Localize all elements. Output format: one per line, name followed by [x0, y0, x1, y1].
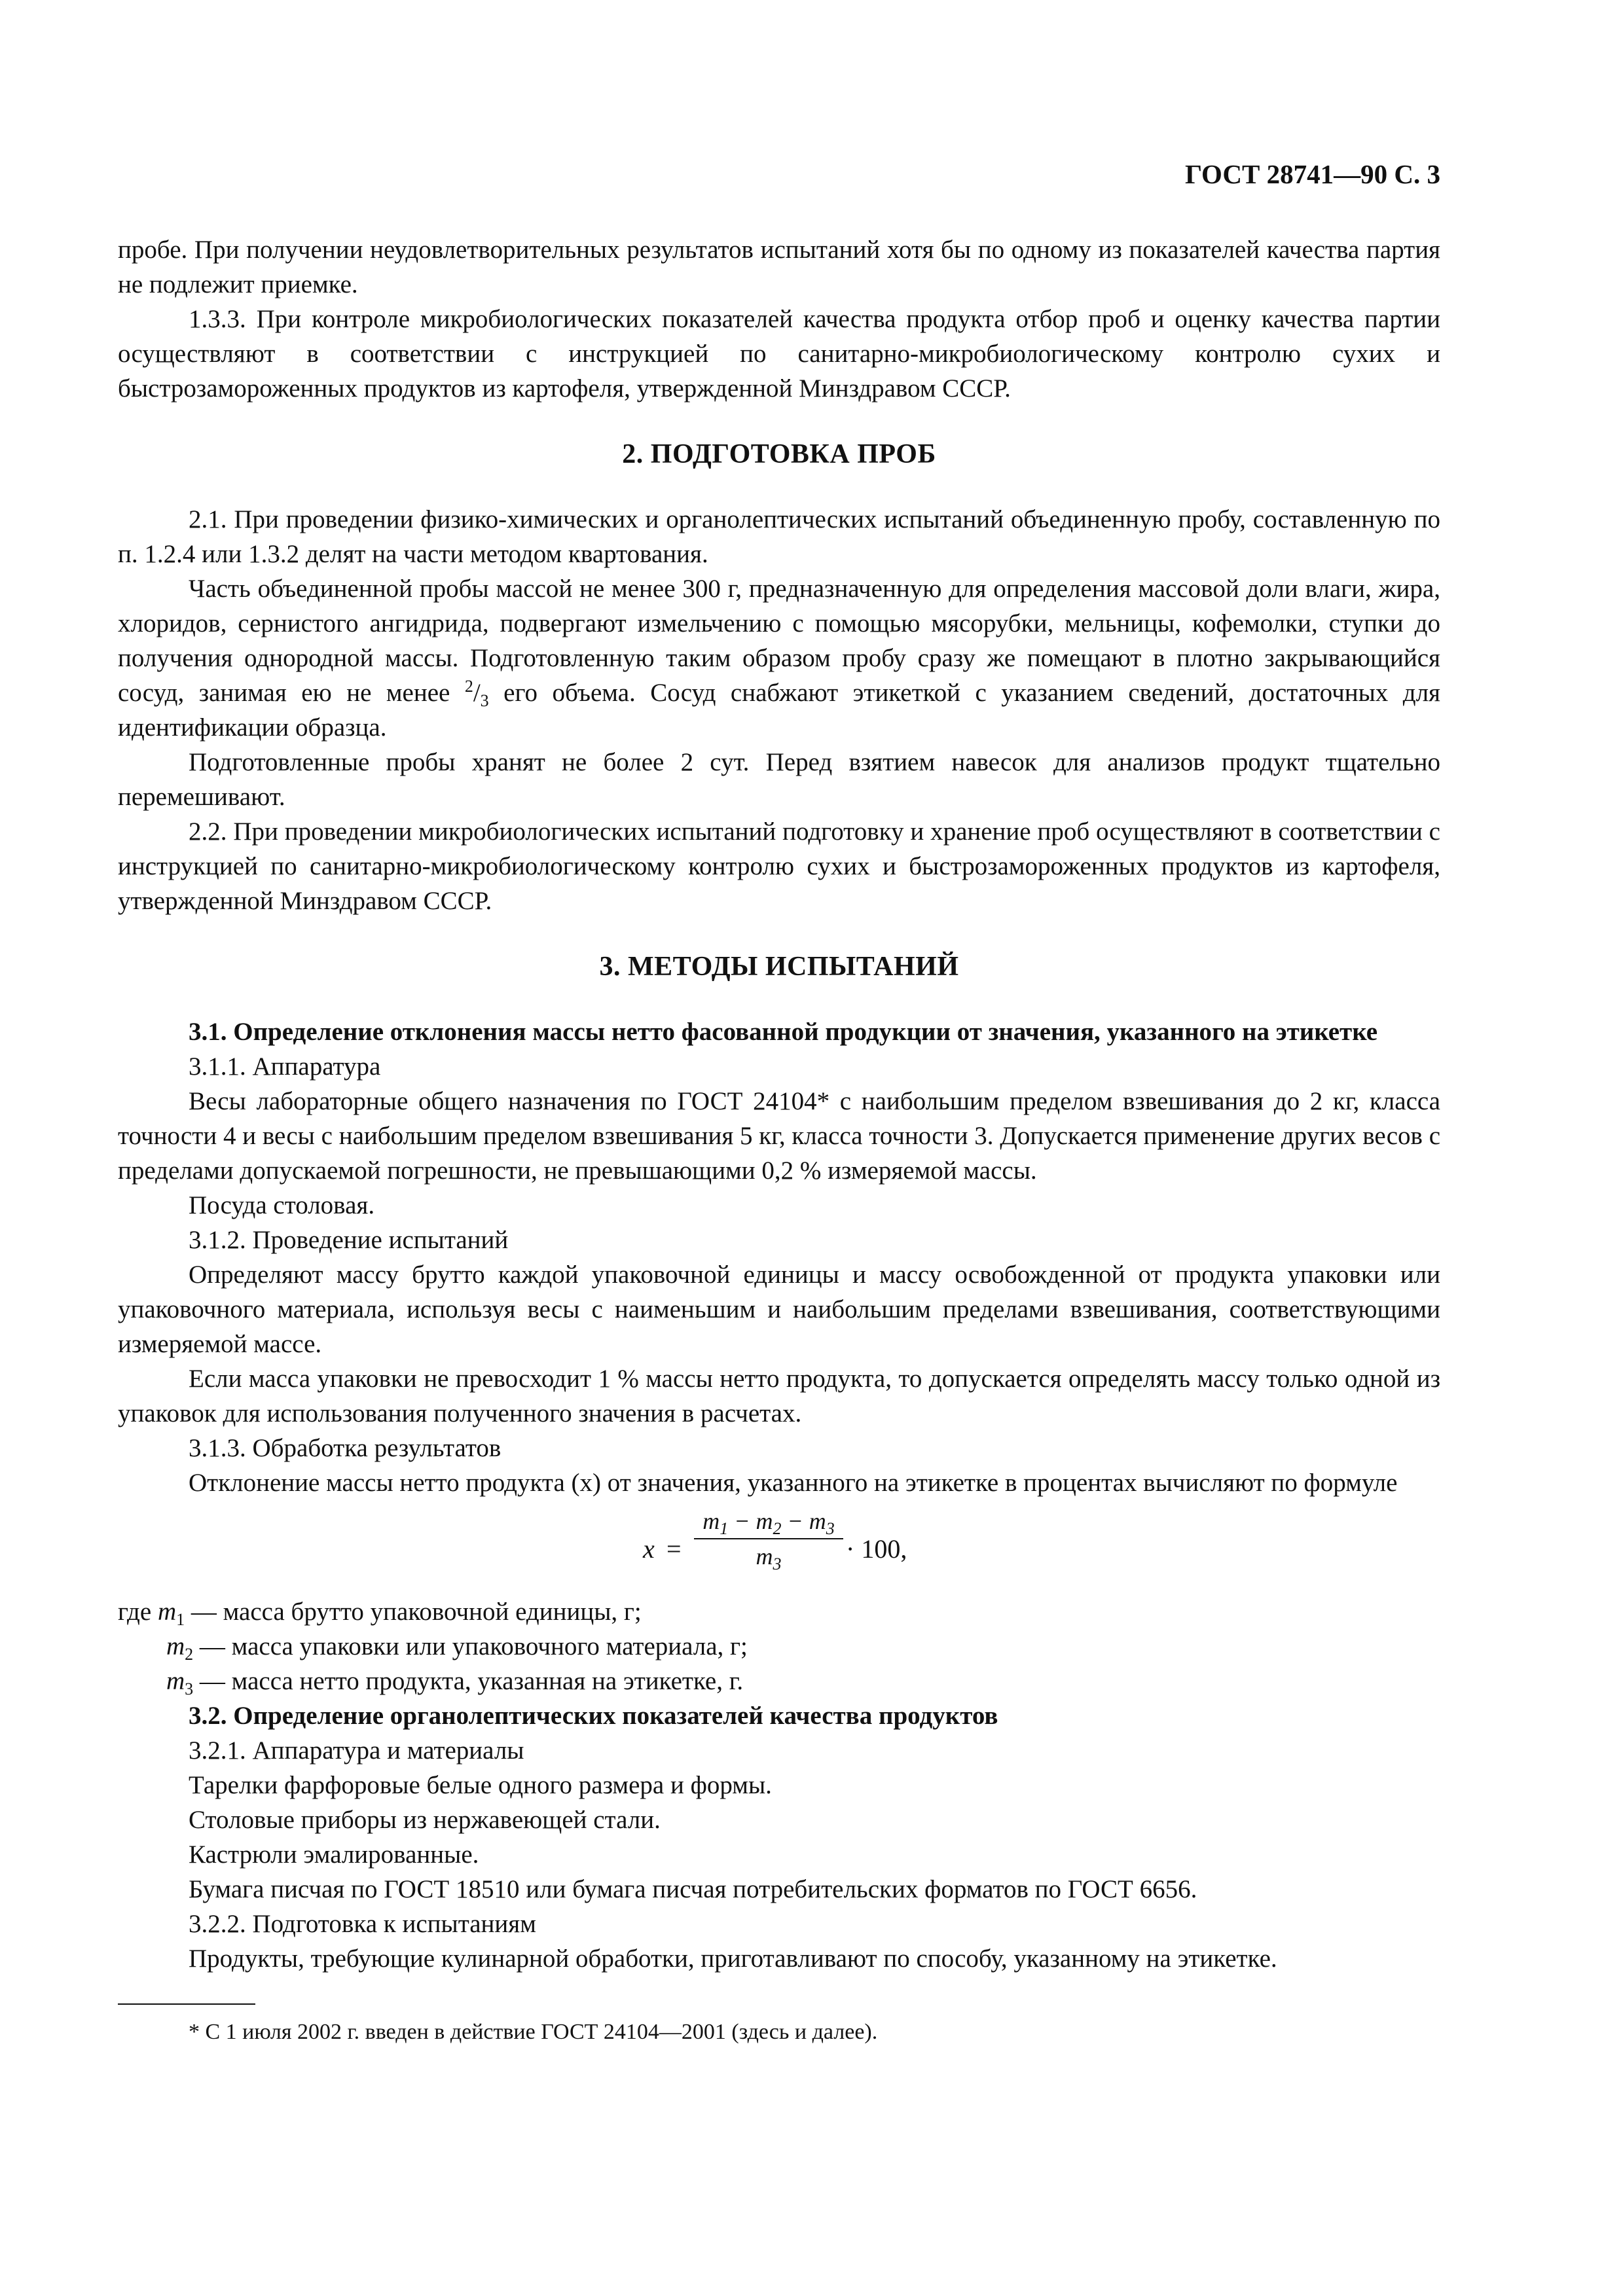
list-item: Бумага писчая по ГОСТ 18510 или бумага писчая потребительских форматов по ГОСТ 6656. — [189, 1875, 1197, 1903]
definition-text: — масса брутто упаковочной единицы, г; — [185, 1598, 642, 1626]
paragraph: 1.3.3. При контроле микробиологических показателей качества продукта отбор проб и оценку качества партии осуществляют в соответствии с инструкцией по санитарно-микробиологическому контролю сухих и быстрозамороженных продуктов из картофеля, утвержденной Минздравом СССР. — [118, 305, 1440, 403]
subsection-label: 3.1.2. Проведение испытаний — [189, 1226, 509, 1254]
paragraph-text: Часть объединенной пробы массой не менее 300 г, предназначенную для определения массовой доли влаги, жира, хлоридов, сернистого ангидрида, подвергают измельчению с помощью мясорубки, мельницы, кофемолки, ступки до получения однородной массы. Подготовленную таким образом пробу сразу же помещают в плотно закрывающийся сосуд, занимая ею не менее — [118, 575, 1440, 707]
definition-symbol: m — [166, 1632, 185, 1660]
definition-line — [118, 1594, 1440, 1629]
subsection-heading: 3.2. Определение органолептических показателей качества продуктов — [189, 1702, 998, 1730]
subsection-label: 3.1.3. Обработка результатов — [189, 1434, 501, 1462]
page-header: ГОСТ 28741—90 С. 3 — [1184, 159, 1440, 189]
paragraph: Подготовленные пробы хранят не более 2 сут. Перед взятием навесок для анализов продукт тщательно перемешивают. — [118, 748, 1440, 811]
definition-prefix: где — [118, 1598, 152, 1626]
paragraph: Если масса упаковки не превосходит 1 % массы нетто продукта, то допускается определять массу только одной из упаковок для использования полученного значения в расчетах. — [118, 1365, 1440, 1427]
definition-text: — масса упаковки или упаковочного материала, г; — [193, 1632, 748, 1660]
formula-lhs: x — [643, 1534, 655, 1564]
paragraph-text: его объема. Сосуд снабжают этикеткой с указанием сведений, достаточных для идентификации образца. — [118, 679, 1440, 742]
paragraph: 2.1. При проведении физико-химических и органолептических испытаний объединенную пробу, составленную по п. 1.2.4 или 1.3.2 делят на части методом квартования. — [118, 505, 1440, 568]
definition-line — [118, 1664, 1440, 1698]
subsection-label: 3.2.1. Аппаратура и материалы — [189, 1736, 524, 1765]
subsection-label: 3.1.1. Аппаратура — [189, 1052, 381, 1081]
document-page — [118, 157, 1440, 2047]
fraction-denominator: 3 — [480, 691, 489, 710]
list-item: Столовые приборы из нержавеющей стали. — [189, 1806, 661, 1834]
subsection-label: 3.2.2. Подготовка к испытаниям — [189, 1910, 536, 1938]
paragraph: Посуда столовая. — [189, 1191, 375, 1219]
section-heading: 3. МЕТОДЫ ИСПЫТАНИЙ — [599, 952, 959, 982]
fraction-bar — [694, 1538, 843, 1539]
subsection-heading: 3.1. Определение отклонения массы нетто фасованной продукции от значения, указанного на этикетке — [189, 1018, 1378, 1046]
formula-denominator: $m_3$ — [756, 1543, 782, 1573]
paragraph: Весы лабораторные общего назначения по ГОСТ 24104* с наибольшим пределом взвешивания до 2 кг, класса точности 4 и весы с наибольшим пределом взвешивания 5 кг, класса точности 3. Допускается применение других весов с пределами допускаемой погрешности, не превышающими 0,2 % измеряемой массы. — [118, 1087, 1440, 1185]
footnote: * С 1 июля 2002 г. введен в действие ГОСТ 24104—2001 (здесь и далее). — [189, 2020, 878, 2044]
definition-subscript: 1 — [176, 1610, 185, 1629]
definition-line — [118, 1629, 1440, 1664]
footnote-divider — [118, 2003, 255, 2005]
paragraph: Продукты, требующие кулинарной обработки, приготавливают по способу, указанному на этикетке. — [189, 1945, 1277, 1973]
formula — [118, 1504, 1440, 1589]
definition-subscript: 2 — [185, 1645, 194, 1664]
definition-text: — масса нетто продукта, указанная на этикетке, г. — [193, 1667, 744, 1695]
paragraph: Определяют массу брутто каждой упаковочной единицы и массу освобожденной от продукта упаковки или упаковочного материала, используя весы с наименьшим и наибольшим пределами взвешивания, соответствующими измеряемой массе. — [118, 1261, 1440, 1358]
formula-tail: · 100, — [846, 1534, 907, 1564]
paragraph: Отклонение массы нетто продукта (x) от значения, указанного на этикетке в процентах вычисляют по формуле — [189, 1469, 1398, 1497]
formula-fraction — [694, 1507, 843, 1571]
definition-subscript: 3 — [185, 1679, 194, 1698]
section-heading: 2. ПОДГОТОВКА ПРОБ — [622, 439, 936, 469]
formula-numerator: $m_1 - m_2 - m_3$ — [702, 1508, 835, 1538]
paragraph: Часть объединенной пробы массой не менее 300 г, предназначенную для определения массовой доли влаги, жира, хлоридов, сернистого ангидрида, подвергают измельчению с помощью мясорубки, мельницы, кофемолки, ступки до получения однородной массы. Подготовленную таким образом пробу сразу же помещают в плотно закрывающийся сосуд, занимая ею не менее $^2/_3$ его объема. Сосуд снабжают этикеткой с указанием сведений, достаточных для идентификации образца. — [118, 575, 1440, 742]
list-item: Тарелки фарфоровые белые одного размера и формы. — [189, 1771, 772, 1799]
paragraph: пробе. При получении неудовлетворительных результатов испытаний хотя бы по одному из показателей качества партия не подлежит приемке. — [118, 236, 1440, 298]
fraction-numerator: 2 — [464, 677, 473, 696]
definition-symbol: m — [157, 1598, 177, 1626]
paragraph: 2.2. При проведении микробиологических испытаний подготовку и хранение проб осуществляют в соответствии с инструкцией по санитарно-микробиологическому контролю сухих и быстрозамороженных продуктов из картофеля, утвержденной Минздравом СССР. — [118, 817, 1440, 915]
list-item: Кастрюли эмалированные. — [189, 1840, 479, 1869]
formula-equals: = — [666, 1534, 682, 1564]
definition-symbol: m — [166, 1667, 185, 1695]
